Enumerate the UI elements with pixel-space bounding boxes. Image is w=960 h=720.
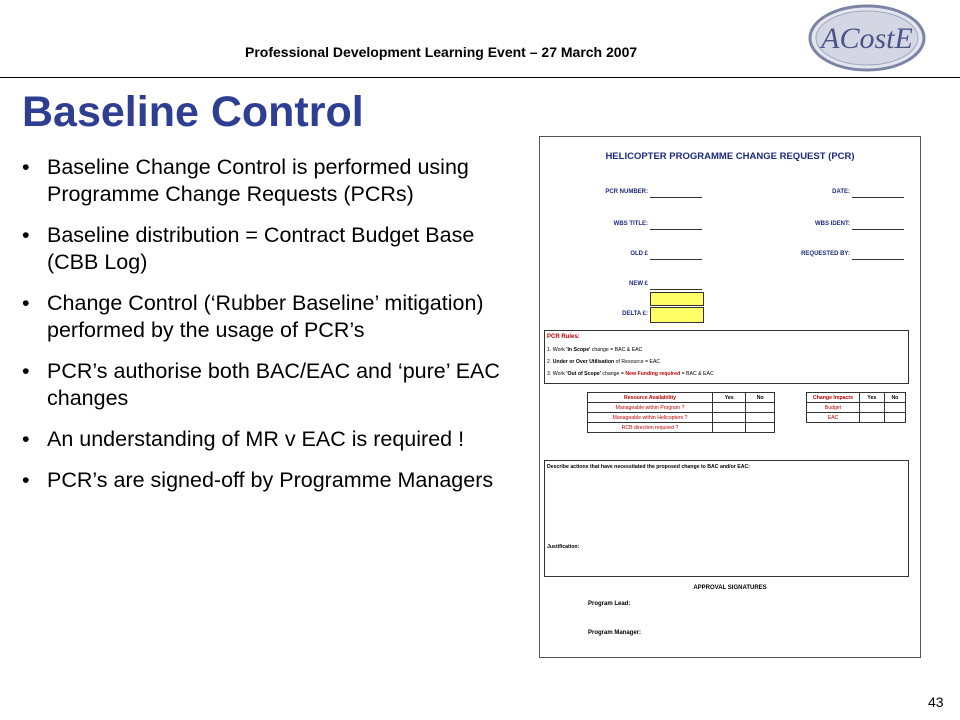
- form-field-line: [852, 197, 904, 198]
- table-header: No: [884, 393, 905, 403]
- form-field-label: DELTA £:: [622, 311, 648, 317]
- resource-availability-table: [587, 392, 775, 433]
- bullet-item: • PCR’s are signed-off by Programme Managers: [20, 467, 520, 494]
- form-field-line: [852, 259, 904, 260]
- form-field-line: [650, 259, 702, 260]
- bullet-item: • Baseline distribution = Contract Budget Base (CBB Log): [20, 222, 520, 276]
- table-row: EAC: [807, 413, 906, 423]
- table-header: Yes: [713, 393, 746, 403]
- bullet-item: • Baseline Change Control is performed using Programme Change Requests (PCRs): [20, 154, 520, 208]
- form-rule: 2. Under or Over Utilisation of Resource = EAC: [547, 359, 661, 365]
- form-field-label: WBS IDENT:: [815, 221, 850, 227]
- table-header: Yes: [860, 393, 885, 403]
- form-rules-title: PCR Rules:: [547, 334, 580, 340]
- form-field-line: [852, 229, 904, 230]
- bullet-item: • Change Control (‘Rubber Baseline’ mitigation) performed by the usage of PCR’s: [20, 290, 520, 344]
- table-header: Change Impacts: [807, 393, 860, 403]
- form-rule: 3. Work 'Out of Scope' change = New Funding required = BAC & EAC: [547, 371, 714, 377]
- form-describe-label: Describe actions that have necessitated the proposed change to BAC and/or EAC:: [547, 464, 750, 470]
- header-event-text: Professional Development Learning Event – 27 March 2007: [245, 44, 638, 60]
- form-rule: 1. Work 'In Scope' change = BAC & EAC: [547, 347, 643, 353]
- pcr-form-image: [539, 136, 921, 658]
- table-row: Manageable within Program ?: [588, 403, 775, 413]
- acoste-logo: [808, 4, 926, 72]
- table-row: Budget: [807, 403, 906, 413]
- form-field-line: [650, 289, 702, 290]
- form-field-label: DATE:: [832, 189, 850, 195]
- form-field-label: PCR NUMBER:: [605, 189, 648, 195]
- form-justification-label: Justification:: [547, 544, 580, 550]
- bullet-item: • PCR’s authorise both BAC/EAC and ‘pure’ EAC changes: [20, 358, 520, 412]
- form-field-line: [650, 197, 702, 198]
- bullet-item: • An understanding of MR v EAC is required !: [20, 426, 520, 453]
- page-number: 43: [928, 694, 944, 710]
- slide-title: Baseline Control: [22, 88, 364, 136]
- form-field-label: WBS TITLE:: [613, 221, 648, 227]
- change-impacts-table: [806, 392, 906, 423]
- form-field-label: OLD £: [630, 251, 648, 257]
- form-title: HELICOPTER PROGRAMME CHANGE REQUEST (PCR): [605, 151, 855, 162]
- table-row: RCB direction required ?: [588, 423, 775, 433]
- form-field-label: REQUESTED BY:: [801, 251, 850, 257]
- header-rule: [0, 77, 960, 78]
- bullet-list: [20, 154, 520, 508]
- form-highlight-box: [650, 307, 704, 323]
- table-header: No: [746, 393, 775, 403]
- logo-text: ACostE: [821, 22, 913, 55]
- form-signature-label: Program Manager:: [588, 630, 642, 636]
- form-describe-box: [544, 460, 909, 577]
- form-field-line: [650, 229, 702, 230]
- form-signatures-title: APPROVAL SIGNATURES: [693, 585, 767, 591]
- form-highlight-box: [650, 292, 704, 306]
- form-field-label: NEW £: [628, 281, 648, 287]
- table-header: Resource Availability: [588, 393, 713, 403]
- table-row: Manageable within Helicopters ?: [588, 413, 775, 423]
- form-signature-label: Program Lead:: [588, 601, 631, 607]
